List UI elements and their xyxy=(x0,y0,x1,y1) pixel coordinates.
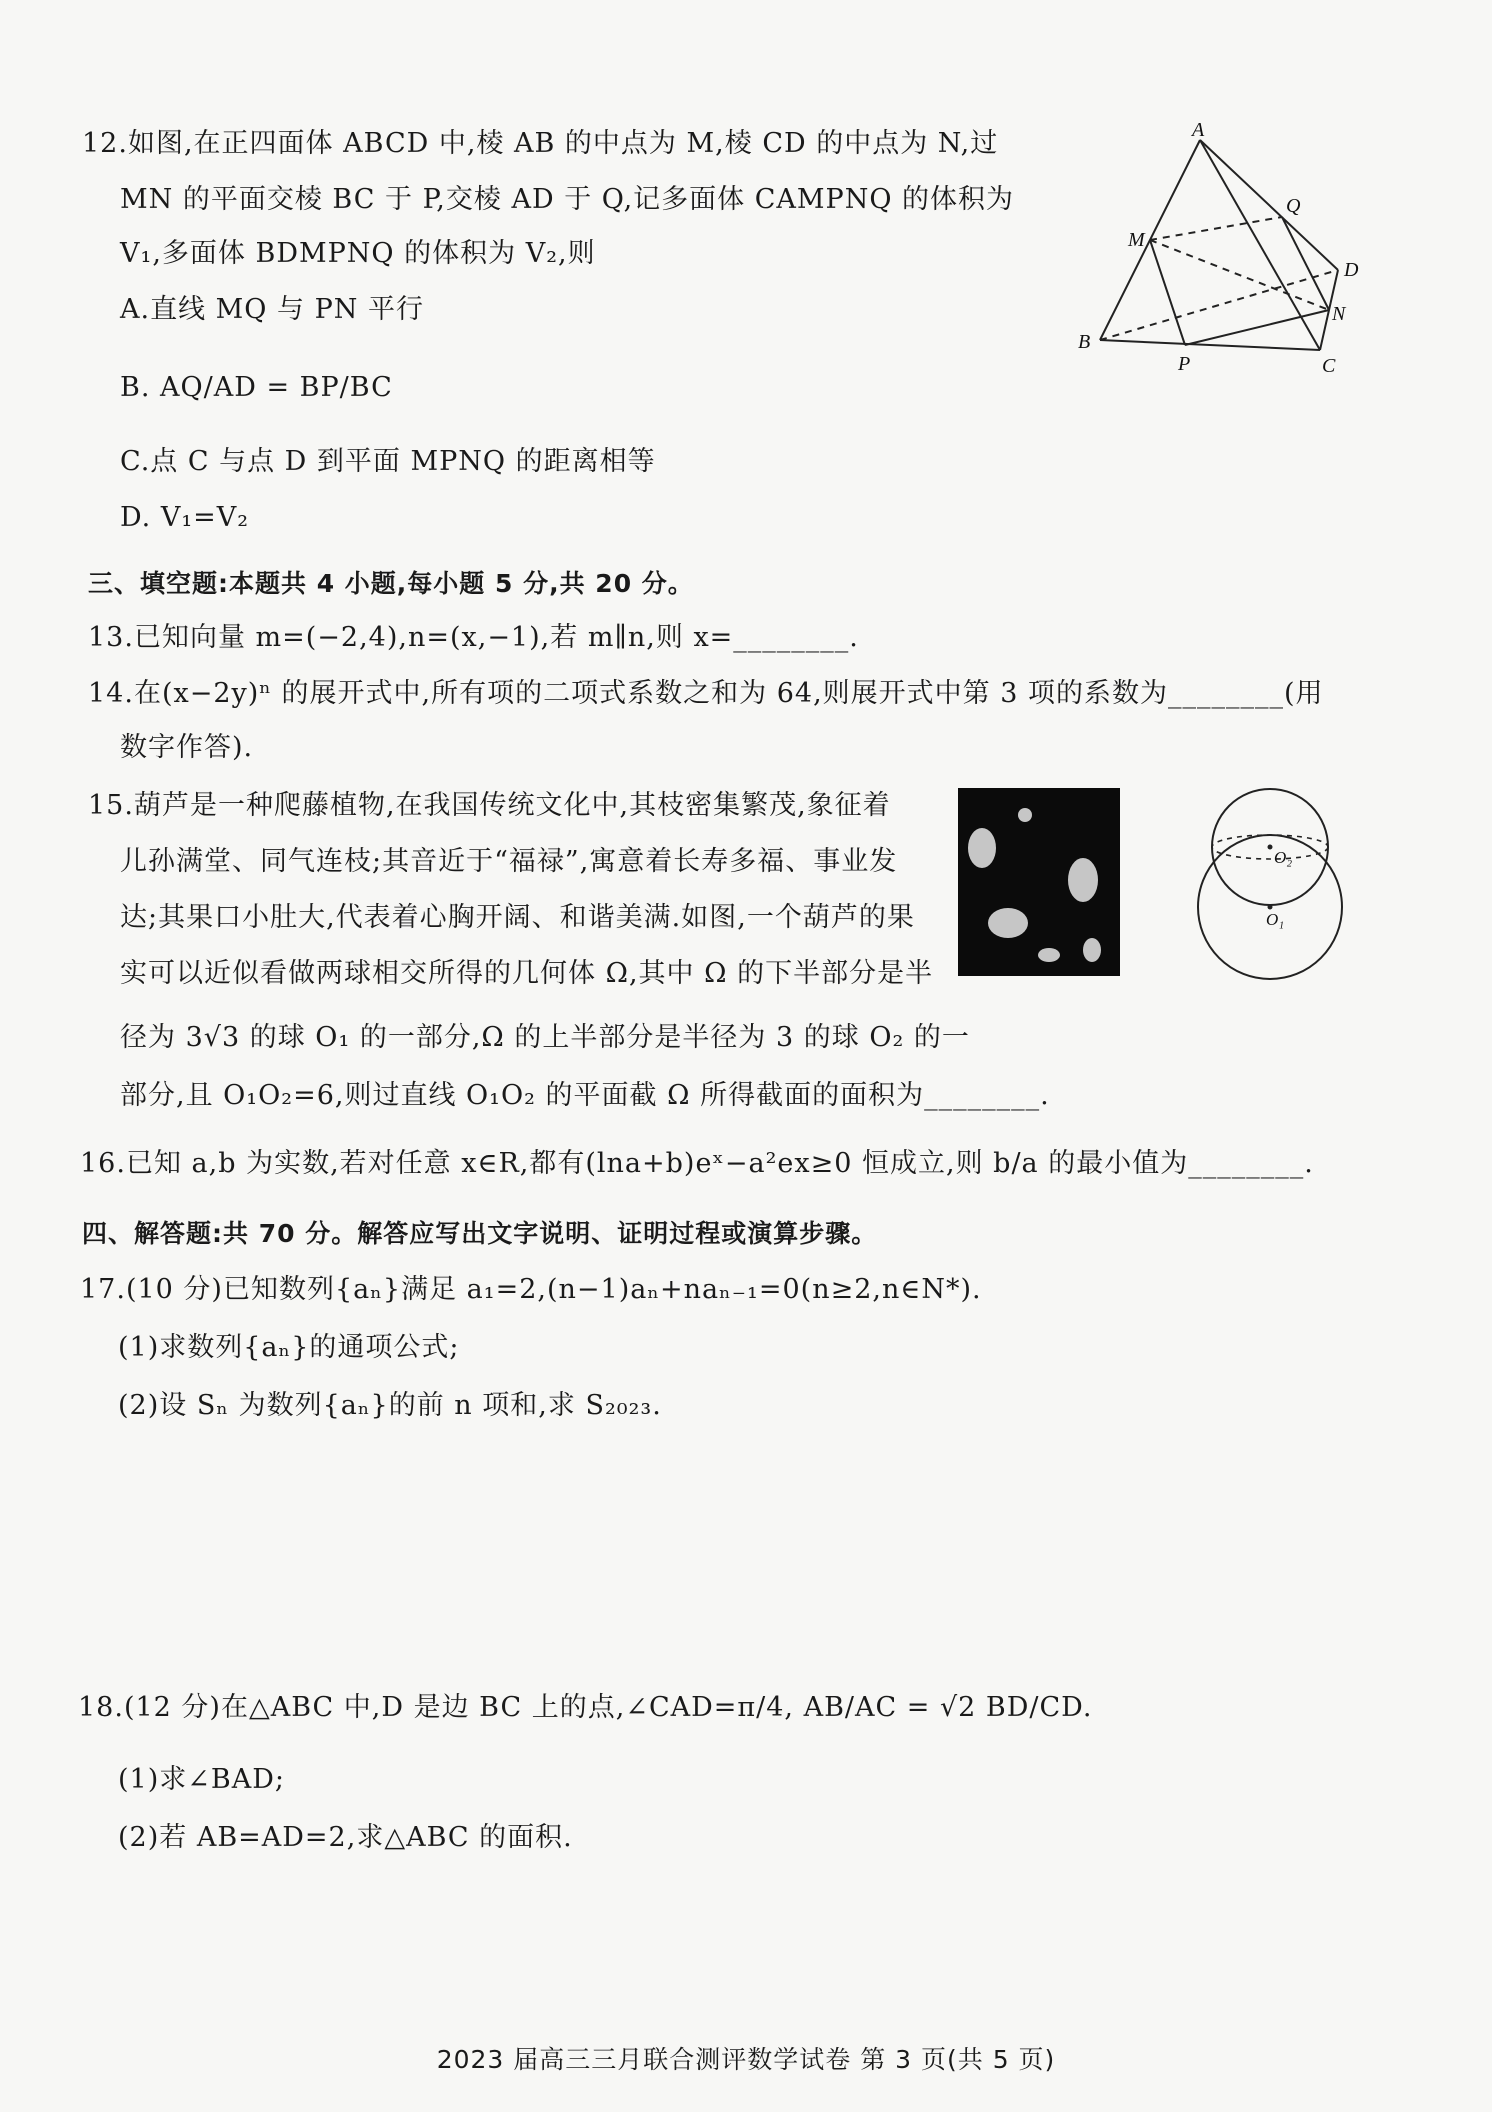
q18-stem: 18.(12 分)在△ABC 中,D 是边 BC 上的点,∠CAD=π/4, AB/AC = √2 BD/CD. xyxy=(78,1692,1093,1723)
label-c: C xyxy=(1322,355,1336,377)
label-b: B xyxy=(1078,331,1091,353)
section-answer-heading: 四、解答题:共 70 分。解答应写出文字说明、证明过程或演算步骤。 xyxy=(82,1219,878,1248)
q12-option-d: D. V₁=V₂ xyxy=(120,502,250,533)
q12-line1: 12.如图,在正四面体 ABCD 中,棱 AB 的中点为 M,棱 CD 的中点为 N,过 xyxy=(82,128,999,159)
q17-stem: 17.(10 分)已知数列{aₙ}满足 a₁=2,(n−1)aₙ+naₙ₋₁=0(n≥2,n∈N*). xyxy=(80,1274,982,1305)
center-o2-dot xyxy=(1268,845,1273,850)
edge-ad xyxy=(1200,140,1338,270)
q12-line3: V₁,多面体 BDMPNQ 的体积为 V₂,则 xyxy=(120,238,596,269)
edge-ac xyxy=(1200,140,1320,350)
q12-option-a: A.直线 MQ 与 PN 平行 xyxy=(120,294,424,325)
q14-line2: 数字作答). xyxy=(120,732,254,763)
segment-mq-hidden xyxy=(1150,217,1282,240)
segment-mp xyxy=(1150,240,1185,345)
q12-option-b: B. AQ/AD = BP/BC xyxy=(120,372,393,403)
q18-part2: (2)若 AB=AD=2,求△ABC 的面积. xyxy=(118,1822,573,1853)
intersecting-spheres-figure xyxy=(1190,785,1350,985)
label-m: M xyxy=(1128,229,1145,251)
q12-option-c: C.点 C 与点 D 到平面 MPNQ 的距离相等 xyxy=(120,446,656,477)
q12-line2: MN 的平面交棱 BC 于 P,交棱 AD 于 Q,记多面体 CAMPNQ 的体积为 xyxy=(120,184,1015,215)
label-n: N xyxy=(1332,303,1346,325)
q17-part1: (1)求数列{aₙ}的通项公式; xyxy=(118,1332,460,1363)
q15-line3: 达;其果口小肚大,代表着心胸开阔、和谐美满.如图,一个葫芦的果 xyxy=(120,902,915,933)
edge-bc xyxy=(1100,340,1320,350)
label-d: D xyxy=(1344,259,1359,281)
q14-line1: 14.在(x−2y)ⁿ 的展开式中,所有项的二项式系数之和为 64,则展开式中第 3 项的系数为________(用 xyxy=(88,678,1324,709)
edge-bd-hidden xyxy=(1100,270,1338,340)
label-o1: O₁ xyxy=(1266,910,1285,929)
q15-line4: 实可以近似看做两球相交所得的几何体 Ω,其中 Ω 的下半部分是半 xyxy=(120,958,934,989)
q15-line5: 径为 3√3 的球 O₁ 的一部分,Ω 的上半部分是半径为 3 的球 O₂ 的一 xyxy=(120,1022,970,1053)
q15-line1: 15.葫芦是一种爬藤植物,在我国传统文化中,其枝密集繁茂,象征着 xyxy=(88,790,891,821)
label-a: A xyxy=(1192,120,1205,141)
label-o2: O₂ xyxy=(1274,848,1293,867)
q16-text: 16.已知 a,b 为实数,若对任意 x∈R,都有(lna+b)eˣ−a²ex≥0 恒成立,则 b/a 的最小值为________. xyxy=(80,1148,1314,1179)
q15-line6: 部分,且 O₁O₂=6,则过直线 O₁O₂ 的平面截 Ω 所得截面的面积为________. xyxy=(120,1080,1050,1111)
section-fill-in-heading: 三、填空题:本题共 4 小题,每小题 5 分,共 20 分。 xyxy=(88,569,694,598)
q13-text: 13.已知向量 m=(−2,4),n=(x,−1),若 m∥n,则 x=________. xyxy=(88,622,859,653)
q17-part2: (2)设 Sₙ 为数列{aₙ}的前 n 项和,求 S₂₀₂₃. xyxy=(118,1390,662,1421)
label-p: P xyxy=(1178,353,1191,375)
q18-part1: (1)求∠BAD; xyxy=(118,1764,285,1795)
label-q: Q xyxy=(1286,195,1301,217)
center-o1-dot xyxy=(1268,905,1273,910)
gourd-photo xyxy=(958,788,1120,976)
tetrahedron-figure xyxy=(1060,120,1360,380)
page-footer: 2023 届高三三月联合测评数学试卷 第 3 页(共 5 页) xyxy=(436,2045,1056,2074)
q15-line2: 儿孙满堂、同气连枝;其音近于“福禄”,寓意着长寿多福、事业发 xyxy=(120,846,898,877)
